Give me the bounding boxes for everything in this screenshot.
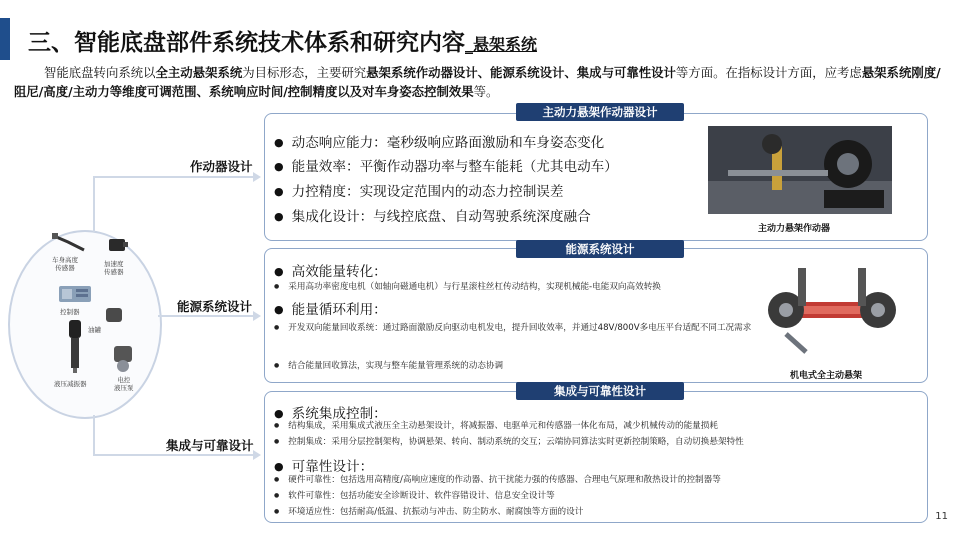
- page-title: 三、智能底盘部件系统技术体系和研究内容_悬架系统: [28, 30, 538, 56]
- damper-label: 液压减振器: [54, 380, 87, 388]
- connector-top: [93, 176, 253, 178]
- oil-tank-image: [104, 306, 124, 324]
- integration-heading-1: ● 系统集成控制：: [274, 402, 387, 422]
- energy-image-caption: 机电式全主动悬架: [790, 371, 863, 381]
- energy-detail-3: ● 结合能量回收算法，实现与整车能量管理系统的动态协调: [274, 359, 752, 374]
- actuator-bullet-3: ● 力控精度：实现设定范围内的动态力控制误差: [274, 180, 563, 200]
- branch-label-energy: 能源系统设计: [177, 299, 253, 314]
- damper-image: [66, 318, 84, 374]
- energy-heading-1: ● 高效能量转化：: [274, 260, 387, 280]
- accel-sensor-label: 加速度 传感器: [104, 260, 124, 276]
- pump-label: 电控 液压泵: [114, 376, 134, 392]
- panel-energy-header: 能源系统设计: [516, 240, 684, 258]
- energy-detail-1: ● 采用高功率密度电机（如轴向磁通电机）与行星滚柱丝杠传动结构，实现机械能-电能双向高效转换: [274, 280, 764, 295]
- connector-bottom: [93, 454, 253, 456]
- suspension-components-diagram: [8, 230, 162, 419]
- integration-detail-5: ● 环境适应性：包括耐高/低温、抗振动与冲击、防尘防水、耐腐蚀等方面的设计: [274, 505, 914, 520]
- height-sensor-label: 车身高度 传感器: [52, 256, 78, 272]
- arrow-energy: [253, 311, 261, 321]
- controller-label: 控制器: [60, 308, 80, 316]
- integration-detail-3: ● 硬件可靠性：包括选用高精度/高响应速度的作动器、抗干扰能力强的传感器、合理电气原理和散热设计的控制器等: [274, 473, 914, 488]
- energy-image: [766, 262, 896, 362]
- actuator-bullet-2: ● 能量效率：平衡作动器功率与整车能耗（尤其电动车）: [274, 155, 618, 175]
- branch-label-integration: 集成与可靠设计: [166, 438, 254, 453]
- oil-tank-label: 油罐: [88, 326, 101, 334]
- arrow-actuator: [253, 172, 261, 182]
- page-subtitle: _悬架系统: [465, 35, 538, 54]
- actuator-bullet-4: ● 集成化设计：与线控底盘、自动驾驶系统深度融合: [274, 205, 591, 225]
- connector-vertical-bottom: [93, 415, 95, 455]
- connector-middle: [158, 315, 253, 317]
- actuator-image-caption: 主动力悬架作动器: [758, 224, 831, 234]
- intro-paragraph: 智能底盘转向系统以全主动悬架系统为目标形态，主要研究悬架系统作动器设计、能源系统设计、集成与可靠性设计等方面。在指标设计方面，应考虑悬架系统刚度/阻尼/高度/主动力等维度可调范围、系统响应时间/控制精度以及对车身姿态控制效果等。: [14, 65, 941, 99]
- integration-detail-2: ● 控制集成：采用分层控制架构，协调悬架、转向、制动系统的交互；云端协同算法实时更新控制策略，自动切换悬架特性: [274, 435, 914, 450]
- actuator-bullet-1: ● 动态响应能力：毫秒级响应路面激励和车身姿态变化: [274, 131, 604, 151]
- page-number: 11: [935, 511, 948, 522]
- height-sensor-image: [50, 232, 90, 254]
- integration-detail-4: ● 软件可靠性：包括功能安全诊断设计、软件容错设计、信息安全设计等: [274, 489, 914, 504]
- energy-detail-2: ● 开发双向能量回收系统：通过路面激励反向驱动电机发电，提升回收效率，并通过48V/800V多电压平台适配不同工况需求: [274, 321, 752, 336]
- integration-detail-1: ● 结构集成，采用集成式液压全主动悬架设计，将减振器、电驱单元和传感器一体化布局，减少机械传动的能量损耗: [274, 419, 914, 434]
- branch-label-actuator: 作动器设计: [190, 159, 253, 174]
- integration-heading-2: ● 可靠性设计：: [274, 455, 373, 475]
- controller-image: [58, 284, 92, 304]
- actuator-image: [708, 126, 892, 214]
- title-accent-bar: [0, 18, 10, 60]
- arrow-integration: [253, 450, 261, 460]
- connector-vertical: [93, 178, 95, 232]
- pump-image: [110, 344, 136, 374]
- energy-heading-2: ● 能量循环利用：: [274, 298, 387, 318]
- panel-integration-header: 集成与可靠性设计: [516, 382, 684, 400]
- accel-sensor-image: [106, 236, 130, 256]
- panel-actuator-header: 主动力悬架作动器设计: [516, 103, 684, 121]
